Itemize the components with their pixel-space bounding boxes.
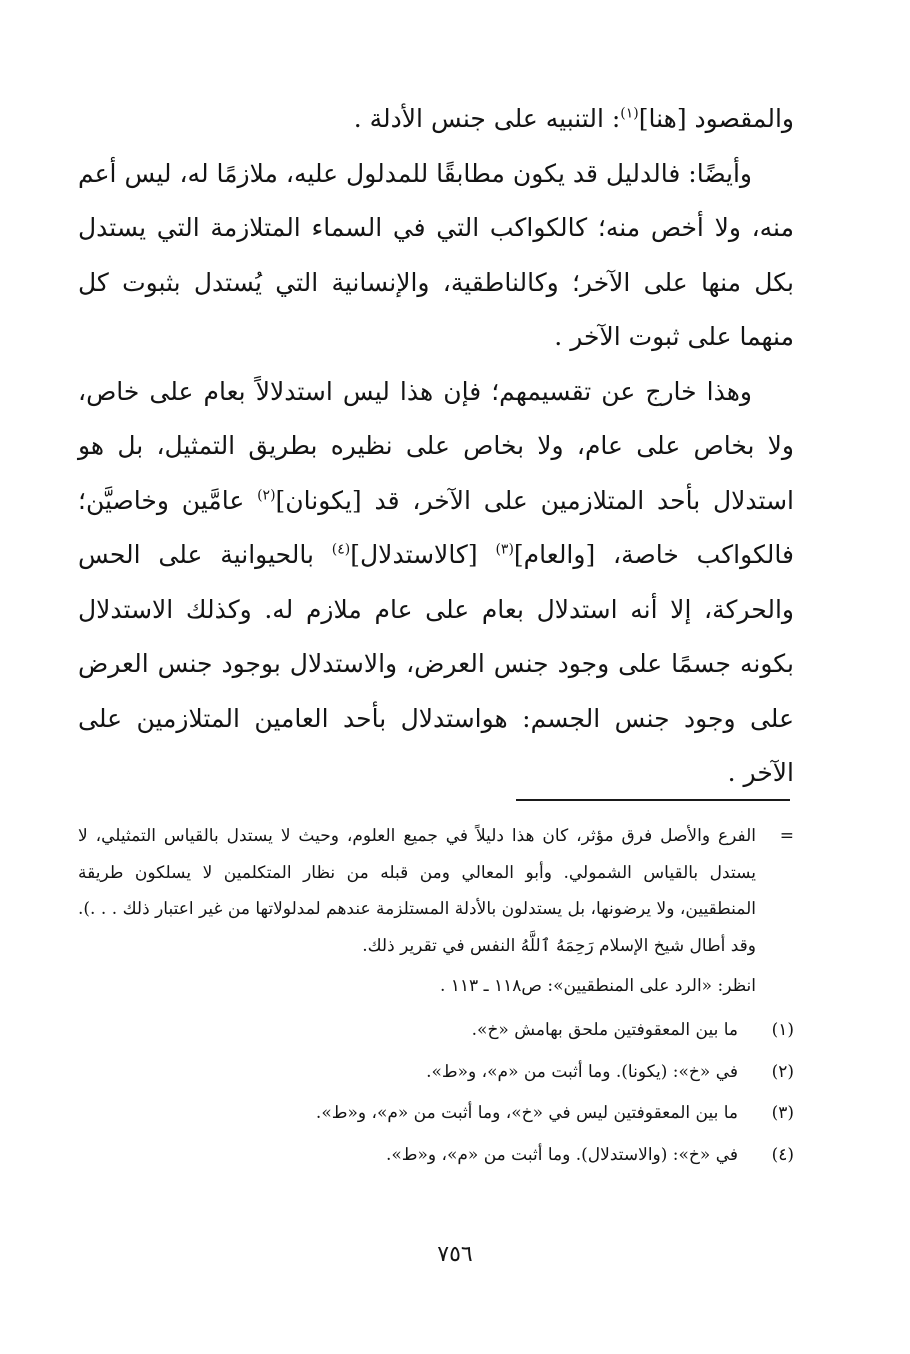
continuation-text: الفرع والأصل فرق مؤثر، كان هذا دليلاً في جميع العلوم، وحيث لا يستدل بالقياس التمثيلي، لا يستدل بالقياس الشمولي. وأبو المعالي ومن قبله من نظار المتكلمين لا يسلكون طريقة المنطقيين، ولا يرضونها، بل يستدلون بالأدلة المستلزمة عندهم لمدلولاتها من غير اعتبار ذلك . . .). وقد أطال شيخ الإسلام رَحِمَهُ ٱللَّهُ النفس في تقرير ذلك.: [78, 826, 756, 956]
footnote: [78, 1052, 794, 1094]
paragraph-text: [كالاستدلال]: [350, 540, 496, 569]
footnote-list: [78, 1010, 794, 1177]
footnote-ref: (١): [620, 105, 639, 122]
footnote-ref: (٤): [331, 541, 351, 558]
footnote-separator: [516, 799, 790, 801]
page-number: ٧٥٦: [437, 1242, 473, 1267]
paragraph: [78, 92, 794, 147]
paragraph-text: وهذا خارج عن تقسيمهم؛ فإن هذا ليس استدلالاً بعام على خاص، ولا بخاص على عام، ولا بخاص على نظيره بطريق التمثيل، بل هو استدلال بأحد المتلازمين على الآخر، قد [يكونان]: [78, 376, 794, 515]
reference-line: انظر: «الرد على المنطقيين»: ص١١٨ ـ ١١٣ .: [439, 976, 756, 996]
footnote-text: ما بين المعقوفتين ليس في «خ»، وما أثبت من «م»، و«ط».: [315, 1103, 738, 1124]
footnote: [78, 1010, 794, 1052]
footnote-continuation: [78, 818, 794, 964]
footnote: [78, 1135, 794, 1177]
footnote-number: (١): [771, 1020, 794, 1040]
footnote-number: (٣): [771, 1103, 794, 1124]
main-text: [78, 92, 794, 801]
paragraph: [78, 147, 794, 365]
paragraph-text: عامَّين وخاصيَّن؛ فالكواكب خاصة، [والعام]: [78, 485, 794, 569]
footnote-ref: (٢): [257, 487, 276, 504]
paragraph-text: وأيضًا: فالدليل قد يكون مطابقًا للمدلول عليه، ملازمًا له، ليس أعم منه، ولا أخص منه؛ كالكواكب التي في السماء المتلازمة التي يستدل بكل منها على الآخر؛ وكالناطقية، والإنسانية التي يُستدل بثبوت كل منهما على ثبوت الآخر .: [78, 158, 794, 351]
paragraph-text: : التنبيه على جنس الأدلة .: [353, 104, 621, 133]
paragraph-text: والمقصود [هنا]: [638, 104, 794, 133]
footnote-text: في «خ»: (يكونا). وما أثبت من «م»، و«ط».: [426, 1061, 738, 1082]
footnote-number: (٢): [771, 1061, 794, 1082]
footnote-text: ما بين المعقوفتين ملحق بهامش «خ».: [471, 1020, 738, 1040]
footnote-number: (٤): [771, 1145, 794, 1166]
paragraph-text: بالحيوانية على الحس والحركة، إلا أنه استدلال بعام على عام ملازم له. وكذلك الاستدلال بكونه جسمًا على وجود جنس العرض، والاستدلال بوجود جنس العرض على وجود جنس الجسم: هواستدلال بأحد العامين المتلازمين على الآخر .: [78, 540, 794, 787]
footnote-ref: (٣): [495, 541, 514, 558]
continuation-mark: =: [779, 826, 794, 846]
footnotes-section: [78, 818, 794, 1177]
paragraph: [78, 365, 794, 801]
footnote-text: في «خ»: (والاستدلال). وما أثبت من «م»، و«ط».: [385, 1145, 738, 1166]
footnote: [78, 1093, 794, 1135]
